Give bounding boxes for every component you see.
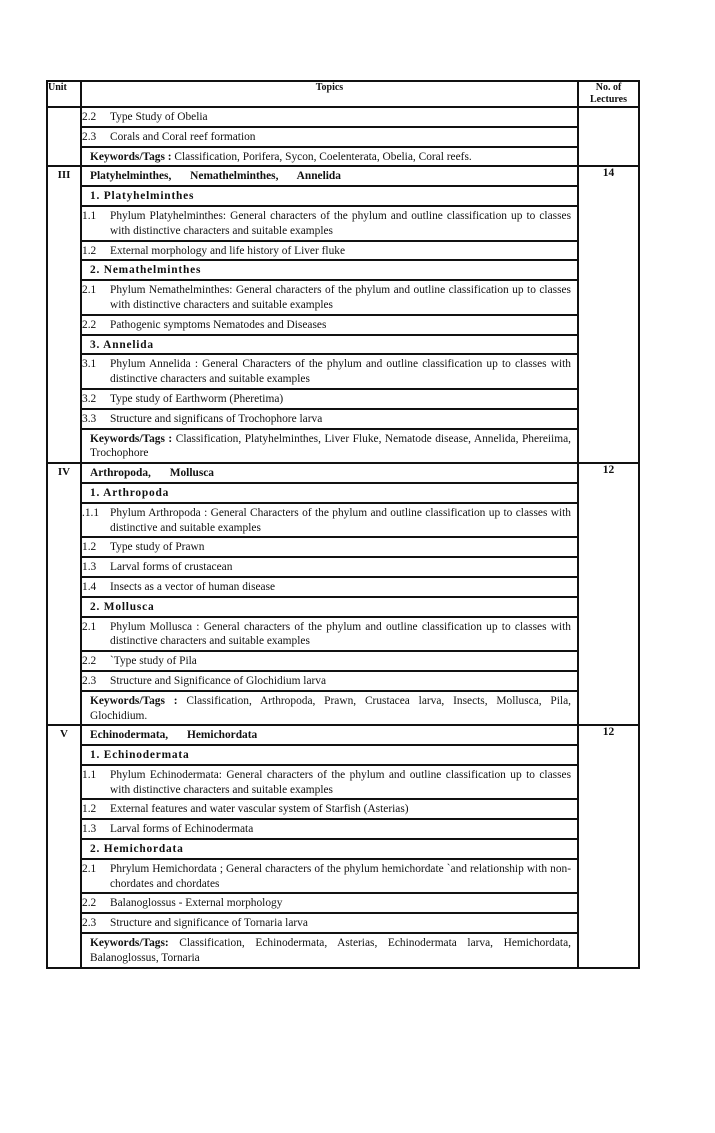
subtopic-text: Phylum Arthropoda : General Characters of the phylum and outline classification up to classes with distinctive and suitable examples (110, 506, 571, 534)
topics-cell (81, 166, 578, 463)
unit-row (47, 725, 639, 967)
unit-row (47, 107, 639, 166)
subtopic-text: Structure and significans of Trochophore larva (110, 412, 323, 425)
subtopic-number: 1.4 (82, 580, 97, 593)
topics-cell (81, 725, 578, 967)
lectures-column-header (578, 81, 639, 107)
subtopic-text: Pathogenic symptoms Nematodes and Diseases (110, 318, 327, 331)
unit-number: IV (47, 463, 81, 725)
unit-column-header: Unit (47, 81, 81, 107)
keywords-row (82, 692, 577, 725)
subtopic-number: 1.1 (82, 209, 97, 222)
lecture-count (578, 107, 639, 166)
subtopic-row (82, 860, 577, 895)
unit-title: Echinodermata, Hemichordata (82, 726, 577, 746)
subtopic-number: 1.3 (82, 561, 97, 574)
subtopic-row (82, 242, 577, 262)
syllabus-table (46, 80, 640, 969)
subtopic-row (82, 538, 577, 558)
keywords-text: Classification, Porifera, Sycon, Coelenterata, Obelia, Coral reefs. (174, 150, 472, 163)
subtopic-number: 2.2 (82, 318, 97, 331)
unit-row (47, 166, 639, 463)
section-heading: 1. Echinodermata (82, 746, 577, 766)
topics-cell (81, 107, 578, 166)
keywords-label: Keywords/Tags : (90, 432, 173, 445)
subtopic-number: 2.1 (82, 862, 97, 875)
keywords-row (82, 148, 577, 166)
subtopic-number: 1.2 (82, 244, 97, 257)
section-heading: 3. Annelida (82, 336, 577, 356)
syllabus-body (47, 81, 639, 968)
topics-column-header: Topics (81, 81, 578, 107)
unit-title: Arthropoda, Mollusca (82, 464, 577, 484)
subtopic-number: 2.3 (82, 674, 97, 687)
subtopic-text: Structure and significance of Tornaria larva (110, 917, 308, 930)
unit-number: III (47, 166, 81, 463)
subtopic-number: 1.1 (82, 768, 97, 781)
subtopic-row (82, 766, 577, 801)
subtopic-text: Larval forms of crustacean (110, 561, 233, 574)
subtopic-number: 3.3 (82, 412, 97, 425)
subtopic-row (82, 618, 577, 653)
subtopic-number: 3.2 (82, 392, 97, 405)
subtopic-text: Phylum Nemathelminthes: General characters of the phylum and outline classification up to classes with distinctive characters and suitable examples (110, 284, 571, 311)
subtopic-row (82, 820, 577, 840)
subtopic-number: 2.2 (82, 897, 97, 910)
subtopic-row (82, 355, 577, 390)
keywords-text: Classification, Platyhelminthes, Liver Fluke, Nematode disease, Annelida, Phereiima, Trochophore (90, 432, 571, 460)
subtopic-text: Phylum Echinodermata: General characters of the phylum and outline classification up to classes with distinctive characters and suitable examples (110, 768, 571, 796)
subtopic-text: Insects as a vector of human disease (110, 580, 276, 593)
unit-row (47, 463, 639, 725)
lecture-count: 14 (578, 166, 639, 463)
subtopic-row (82, 578, 577, 598)
subtopic-text: Balanoglossus - External morphology (110, 897, 283, 910)
subtopic-text: Corals and Coral reef formation (110, 130, 256, 143)
lectures-header-text: No. of Lectures (589, 82, 628, 105)
subtopic-row (82, 672, 577, 692)
subtopic-number: 2.1 (82, 620, 97, 633)
subtopic-text: Type study of Prawn (110, 541, 205, 554)
lecture-count: 12 (578, 725, 639, 967)
subtopic-row (82, 652, 577, 672)
subtopic-text: `Type study of Pila (110, 655, 197, 668)
subtopic-number: 2.1 (82, 284, 97, 297)
unit-title: Platyhelminthes, Nemathelminthes, Annelida (82, 167, 577, 187)
subtopic-row (82, 207, 577, 242)
topics-cell (81, 463, 578, 725)
subtopic-number: 3.1 (82, 358, 97, 371)
subtopic-number: 1.3 (82, 823, 97, 836)
subtopic-text: External features and water vascular system of Starfish (Asterias) (110, 803, 409, 816)
subtopic-row (82, 390, 577, 410)
subtopic-number: .1.1 (82, 506, 100, 519)
section-heading: 2. Nemathelminthes (82, 261, 577, 281)
section-heading: 1. Arthropoda (82, 484, 577, 504)
subtopic-text: Type study of Earthworm (Pheretima) (110, 392, 284, 405)
subtopic-row (82, 504, 577, 539)
subtopic-row (82, 128, 577, 148)
subtopic-row (82, 800, 577, 820)
subtopic-row (82, 281, 577, 316)
subtopic-number: 2.2 (82, 655, 97, 668)
subtopic-text: Phylum Annelida : General Characters of the phylum and outline classification up to classes with distinctive characters and suitable examples (110, 358, 571, 386)
subtopic-number: 2.3 (82, 917, 97, 930)
subtopic-row (82, 914, 577, 934)
keywords-row (82, 934, 577, 967)
subtopic-row (82, 316, 577, 336)
keywords-label: Keywords/Tags : (90, 694, 178, 707)
keywords-label: Keywords/Tags: (90, 937, 169, 950)
subtopic-text: External morphology and life history of Liver fluke (110, 244, 346, 257)
subtopic-text: Phylum Mollusca : General characters of the phylum and outline classification up to classes with distinctive characters and suitable examples (110, 620, 571, 648)
subtopic-row (82, 894, 577, 914)
keywords-label: Keywords/Tags : (90, 150, 172, 163)
section-heading: 2. Hemichordata (82, 840, 577, 860)
subtopic-row (82, 410, 577, 430)
subtopic-number: 2.2 (82, 111, 97, 123)
subtopic-row (82, 558, 577, 578)
subtopic-text: Structure and Significance of Glochidium larva (110, 674, 327, 687)
subtopic-number: 2.3 (82, 130, 97, 143)
keywords-row (82, 430, 577, 463)
lecture-count: 12 (578, 463, 639, 725)
header-row (47, 81, 639, 107)
unit-number: V (47, 725, 81, 967)
subtopic-text: Phrylum Hemichordata ; General characters of the phylum hemichordate `and relationship with non-chordates and chordates (110, 862, 571, 890)
subtopic-text: Phylum Platyhelminthes: General characters of the phylum and outline classification up to classes with distinctive characters and suitable examples (110, 209, 571, 237)
subtopic-number: 1.2 (82, 803, 97, 816)
subtopic-text: Larval forms of Echinodermata (110, 823, 254, 836)
keywords-text: Classification, Echinodermata, Asterias, Echinodermata larva, Hemichordata, Balanoglossus, Tornaria (90, 937, 571, 964)
section-heading: 2. Mollusca (82, 598, 577, 618)
unit-number (47, 107, 81, 166)
subtopic-row (82, 108, 577, 128)
keywords-text: Classification, Arthropoda, Prawn, Crustacea larva, Insects, Mollusca, Pila, Glochidium. (90, 694, 572, 722)
subtopic-text: Type Study of Obelia (110, 111, 208, 123)
subtopic-number: 1.2 (82, 541, 97, 554)
section-heading: 1. Platyhelminthes (82, 187, 577, 207)
